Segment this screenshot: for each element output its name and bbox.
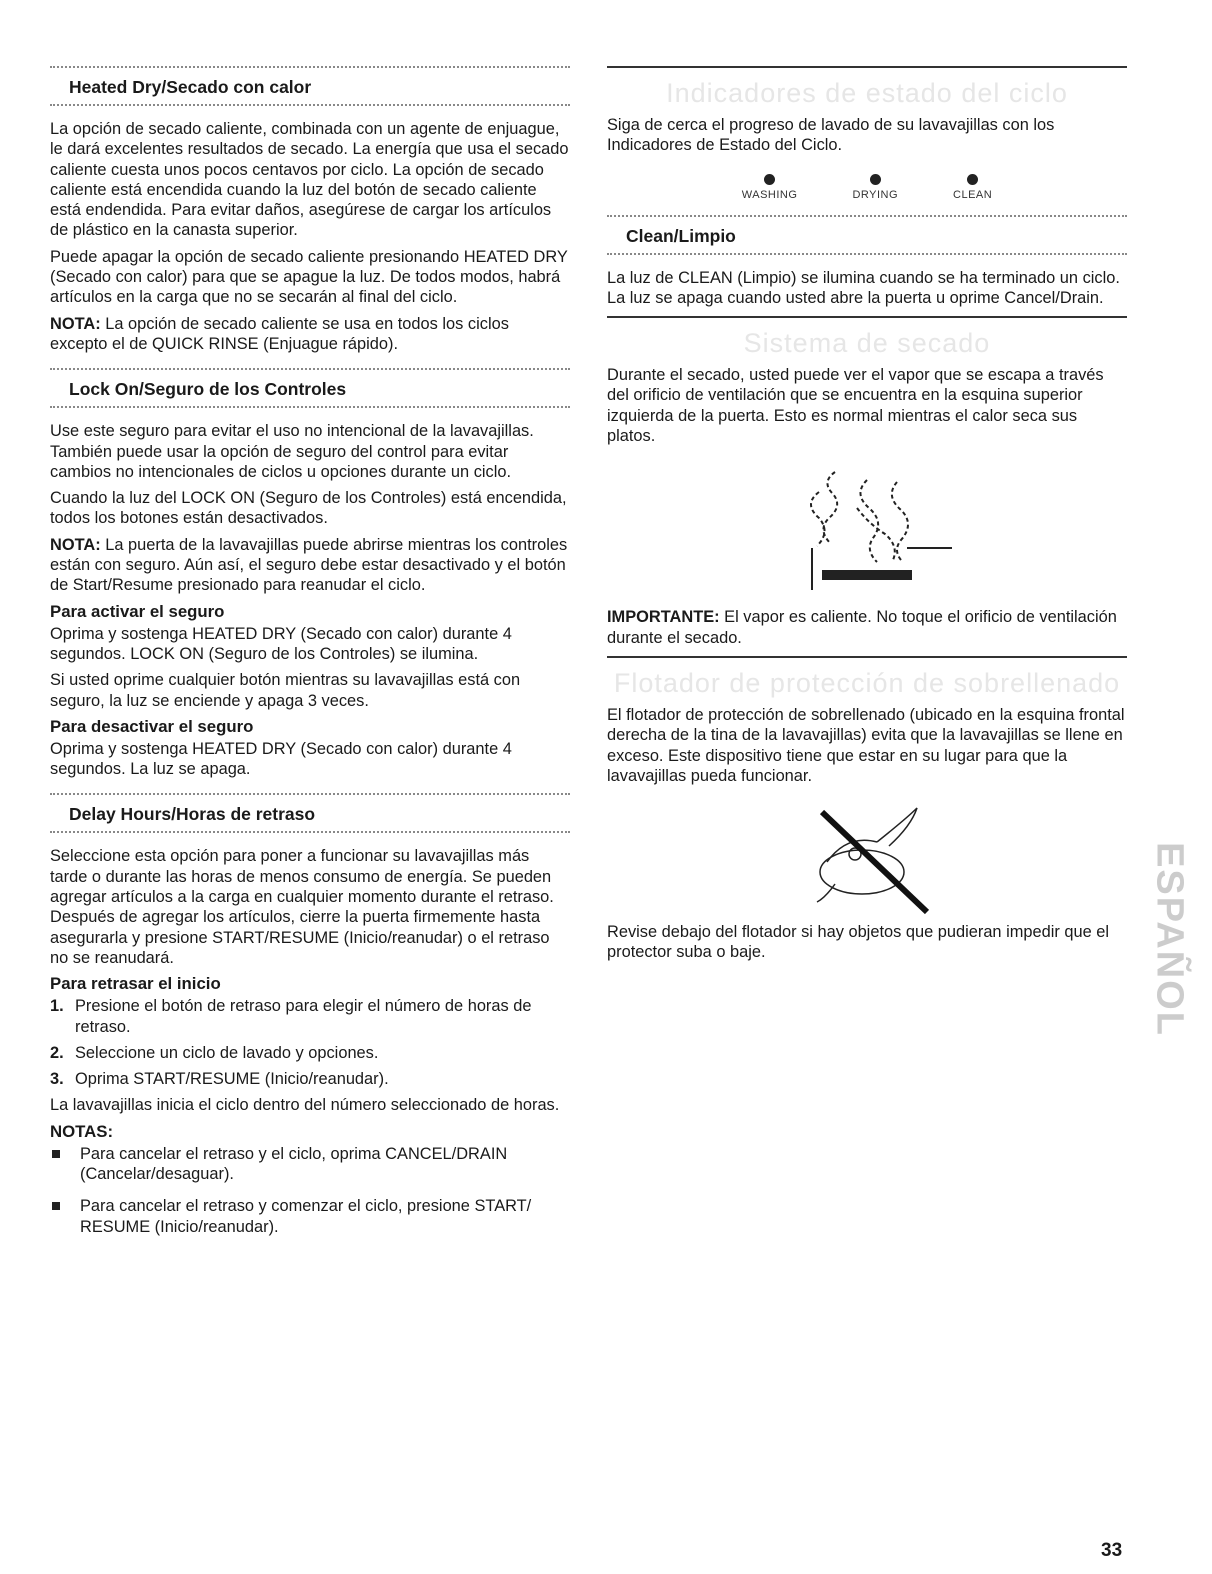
cycle-status-indicators [607,174,1127,201]
language-side-tab [1145,818,1190,1058]
note-text: Para cancelar el retraso y comenzar el ciclo, presione START/ RESUME (Inicio/reanudar). [80,1197,532,1236]
step-number: 1. [50,997,64,1016]
dotted-rule [607,253,1127,258]
side-tab-label: ESPAÑOL [1148,842,1191,1037]
list-item [50,1043,570,1063]
important-text: El vapor es caliente. No toque el orificio de ventilación durante el secado. [607,608,1117,647]
indicator-light-icon [870,174,881,185]
indicator-label: CLEAN [953,188,993,201]
float-title: Flotador de protección de sobrellenado [613,667,1121,698]
clean-heading: Clean/Limpio [626,225,736,246]
delay-header [50,793,570,836]
section-rule [607,656,1127,658]
step-number: 3. [50,1070,64,1089]
list-item [50,1144,570,1185]
deactivate-lock-paragraph: Oprima y sostenga HEATED DRY (Secado con calor) durante 4 segundos. La luz se apaga. [50,739,512,779]
note-label: NOTA: [50,535,101,554]
status-paragraph: Siga de cerca el progreso de lavado de su lavavajillas con los Indicadores de Estado del Ciclo. [607,116,1055,155]
note-text: Para cancelar el retraso y el ciclo, oprima CANCEL/DRAIN (Cancelar/desaguar). [80,1144,508,1183]
dotted-rule [50,831,570,836]
heated-dry-paragraph-2: Puede apagar la opción de secado caliente presionando HEATED DRY (Secado con calor) para que se apague la luz. De todos modos, habrá artículos en la carga que no se secarán al final del ciclo. [50,247,568,307]
float-obstruction-illustration [607,792,1127,917]
delay-paragraph-1: Seleccione esta opción para poner a funcionar su lavavajillas más tarde o durante las horas de menos consumo de energía. Se pueden agregar artículos a la carga en cualquier momento durante el retraso. Después de agregar los artículos, cierre la puerta firmemente hasta asegurarla y presione START/RESUME (Inicio/reanudar) o el retraso no se reanudará. [50,847,554,967]
dotted-rule [50,406,570,411]
step-text: Seleccione un ciclo de lavado y opciones. [75,1043,379,1062]
section-rule [607,316,1127,318]
activate-lock-paragraph-1: Oprima y sostenga HEATED DRY (Secado con calor) durante 4 segundos. LOCK ON (Seguro de los Controles) se ilumina. [50,624,512,663]
right-column [607,66,1127,969]
heated-dry-heading: Heated Dry/Secado con calor [69,77,312,97]
dotted-rule [50,104,570,109]
status-indicators-title: Indicadores de estado del ciclo [666,78,1068,108]
delay-start-heading: Para retrasar el inicio [50,974,221,994]
heated-dry-header [50,66,570,109]
float-paragraph-2: Revise debajo del flotador si hay objetos que pudieran impedir que el protector suba o baje. [607,923,1110,962]
activate-lock-heading: Para activar el seguro [50,601,225,621]
step-text: Oprima START/RESUME (Inicio/reanudar). [75,1070,389,1089]
heated-dry-note [50,314,570,355]
heated-dry-paragraph-1: La opción de secado caliente, combinada con un agente de enjuague, le dará excelentes resultados de secado. La energía que usa el secado caliente cuesta unos pocos centavos por ciclo. La opción de secado caliente está encendida cuando la luz del botón de secado caliente está endendida. Para evitar daños, asegúrese de cargar los artículos de plástico en la canasta superior. [50,120,569,240]
lock-paragraph-1: Use este seguro para evitar el uso no intencional de la lavavajillas. También puede usar la opción de seguro del control para evitar cambios no intencionales de ciclos u opciones durante un ciclo. [50,422,534,481]
step-text: Presione el botón de retraso para elegir el número de horas de retraso. [75,997,532,1036]
important-label: IMPORTANTE: [607,608,720,627]
indicator-light-icon [967,174,978,185]
drying-important [607,607,1127,648]
dotted-rule [50,793,570,798]
dotted-rule [50,66,570,71]
drying-paragraph: Durante el secado, usted puede ver el vapor que se escapa a través del orificio de ventilación que se encuentra en la esquina superior izquierda de la puerta. Esto es normal mientras el calor seca sus platos. [607,366,1104,446]
list-item [50,1196,570,1237]
delay-steps-list [50,996,570,1089]
indicator-washing [742,174,798,201]
delay-paragraph-2: La lavavajillas inicia el ciclo dentro del número seleccionado de horas. [50,1096,560,1115]
clean-header [607,215,1127,258]
list-item [50,996,570,1037]
delay-notes-heading: NOTAS: [50,1121,114,1141]
left-column [50,66,570,1249]
drying-system-title: Sistema de secado [743,328,991,359]
indicator-light-icon [764,174,775,185]
lock-note [50,535,570,596]
delay-notes-list [50,1144,570,1237]
steam-vent-illustration [607,452,1127,602]
float-paragraph-1: El flotador de protección de sobrellenado (ubicado en la esquina frontal derecha de la tina de la lavavajillas) evita que la lavavajillas se llene en exceso. Este dispositivo tiene que estar en su lugar para que la lavavajillas pueda funcionar. [607,705,1125,785]
lock-header [50,368,570,411]
dotted-rule [607,215,1127,220]
section-rule [607,66,1127,68]
indicator-clean [953,174,992,201]
delay-heading: Delay Hours/Horas de retraso [69,804,316,825]
indicator-label: DRYING [852,188,899,201]
clean-paragraph: La luz de CLEAN (Limpio) se ilumina cuando se ha terminado un ciclo. La luz se apaga cuando usted abre la puerta u oprime Cancel/Drain. [607,268,1120,307]
dotted-rule [50,368,570,373]
bullet-square-icon [50,1196,80,1237]
deactivate-lock-heading: Para desactivar el seguro [50,716,254,736]
indicator-drying [852,174,898,201]
lock-paragraph-2: Cuando la luz del LOCK ON (Seguro de los Controles) está encendida, todos los botones están desactivados. [50,489,567,528]
page-number: 33 [1101,1540,1123,1561]
note-text: La opción de secado caliente se usa en todos los ciclos excepto el de QUICK RINSE (Enjuague rápido). [50,314,509,353]
note-label: NOTA: [50,314,101,333]
bullet-square-icon [50,1144,80,1185]
list-item [50,1069,570,1089]
note-text: La puerta de la lavavajillas puede abrirse mientras los controles están con seguro. Aún así, el seguro debe estar desactivado y el botón de Start/Resume presionado para reanudar el ciclo. [50,535,568,595]
step-number: 2. [50,1043,64,1062]
indicator-label: WASHING [741,188,798,201]
activate-lock-paragraph-2: Si usted oprime cualquier botón mientras su lavavajillas está con seguro, la luz se enciende y apaga 3 veces. [50,671,521,710]
lock-heading: Lock On/Seguro de los Controles [69,379,347,400]
